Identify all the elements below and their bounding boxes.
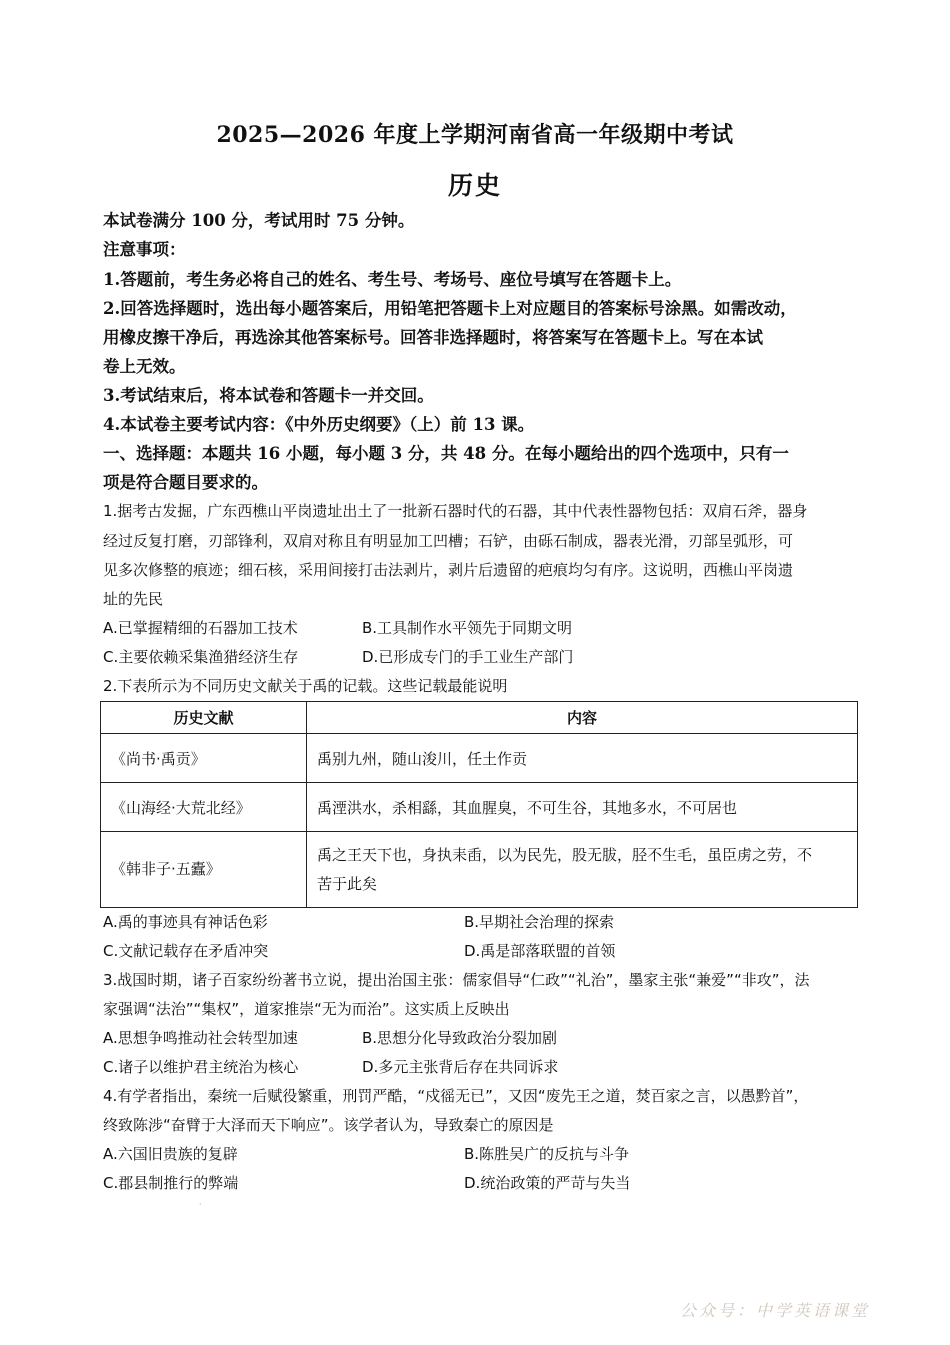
stray-dot: · [199,1200,202,1209]
exam-title: 2025—2026 年度上学期河南省高一年级期中考试 [216,122,734,148]
q3-option-d: D.多元主张背后存在共同诉求 [362,1058,559,1076]
q4-option-d: D.统治政策的严苛与失当 [464,1174,631,1192]
watermark-text: 公众号：中学英语课堂 [680,1301,871,1320]
table-cell-content [307,832,858,908]
table-row [101,783,858,832]
q3-option-a: A.思想争鸣推动社会转型加速 [103,1029,298,1047]
q1-option-b: B.工具制作水平领先于同期文明 [362,619,573,637]
q2-table [100,701,858,908]
notice-item-2-line1: 2.回答选择题时，选出每小题答案后，用铅笔把答题卡上对应题目的答案标号涂黑。如需改动， [103,299,797,318]
q3-stem-line1: 3.战国时期，诸子百家纷纷著书立说，提出治国主张：儒家倡导“仁政”“礼治”，墨家主张“兼爱”“非攻”，法 [103,971,810,989]
notice-item-3: 3.考试结束后，将本试卷和答题卡一并交回。 [103,386,434,405]
section-heading-line1: 一、选择题：本题共 16 小题，每小题 3 分，共 48 分。在每小题给出的四个选项中，只有一 [103,444,789,463]
q1-stem-line1: 1.据考古发掘，广东西樵山平岗遗址出土了一批新石器时代的石器，其中代表性器物包括：双肩石斧，器身 [103,502,808,520]
notice-item-4: 4.本试卷主要考试内容：《中外历史纲要》（上）前 13 课。 [103,415,535,434]
q2-option-d: D.禹是部落联盟的首领 [464,942,616,960]
q4-stem-line2: 终致陈涉“奋臂于大泽而天下响应”。该学者认为，导致秦亡的原因是 [103,1116,554,1134]
q1-stem-line4: 址的先民 [103,590,164,608]
score-line: 本试卷满分 100 分，考试用时 75 分钟。 [103,211,415,230]
notice-title: 注意事项： [103,240,186,259]
table-row [101,734,858,783]
q2-option-c: C.文献记载存在矛盾冲突 [103,942,269,960]
q1-stem-line2: 经过反复打磨，刃部锋利，双肩对称且有明显加工凹槽；石铲，由砾石制成，器表光滑，刃部呈弧形，可 [103,532,794,550]
notice-item-2-line3: 卷上无效。 [103,357,186,376]
q3-option-b: B.思想分化导致政治分裂加剧 [362,1029,558,1047]
table-cell-source: 《韩非子·五蠹》 [101,832,307,908]
notice-item-2-line2: 用橡皮擦干净后，再选涂其他答案标号。回答非选择题时，将答案写在答题卡上。写在本试 [103,328,763,347]
q3-stem-line2: 家强调“法治”“集权”，道家推崇“无为而治”。这实质上反映出 [103,1000,510,1018]
table-row [101,832,858,908]
subject-title: 历史 [447,171,502,200]
section-heading-line2: 项是符合题目要求的。 [103,473,268,492]
q1-option-d: D.已形成专门的手工业生产部门 [362,648,574,666]
q4-stem-line1: 4.有学者指出，秦统一后赋役繁重，刑罚严酷，“戍徭无已”，又因“废先王之道，焚百家之言，以愚黔首”， [103,1087,809,1105]
q4-option-b: B.陈胜吴广的反抗与斗争 [464,1145,630,1163]
table-cell-content-line1: 禹之王天下也，身执耒臿，以为民先，股无胈，胫不生毛，虽臣虏之劳，不 [317,845,813,864]
q3-option-c: C.诸子以维护君主统治为核心 [103,1058,299,1076]
table-cell-source: 《山海经·大荒北经》 [101,783,307,832]
table-header-source: 历史文献 [101,702,307,734]
q2-option-b: B.早期社会治理的探索 [464,913,615,931]
q1-option-c: C.主要依赖采集渔猎经济生存 [103,648,299,666]
table-header-content: 内容 [307,702,858,734]
q2-stem: 2.下表所示为不同历史文献关于禹的记载。这些记载最能说明 [103,677,508,695]
q2-option-a: A.禹的事迹具有神话色彩 [103,913,268,931]
table-cell-content: 禹别九州，随山浚川，任土作贡 [307,734,858,783]
q1-option-a: A.已掌握精细的石器加工技术 [103,619,298,637]
table-cell-source: 《尚书·禹贡》 [101,734,307,783]
notice-item-1: 1.答题前，考生务必将自己的姓名、考生号、考场号、座位号填写在答题卡上。 [103,270,682,289]
table-cell-content-line2: 苦于此矣 [317,874,378,893]
q4-option-a: A.六国旧贵族的复辟 [103,1145,238,1163]
q4-option-c: C.郡县制推行的弊端 [103,1174,239,1192]
table-cell-content: 禹湮洪水，杀相繇，其血腥臭，不可生谷，其地多水，不可居也 [307,783,858,832]
q1-stem-line3: 见多次修整的痕迹；细石核，采用间接打击法剥片，剥片后遗留的疤痕均匀有序。这说明，西樵山平岗遗 [103,561,794,579]
